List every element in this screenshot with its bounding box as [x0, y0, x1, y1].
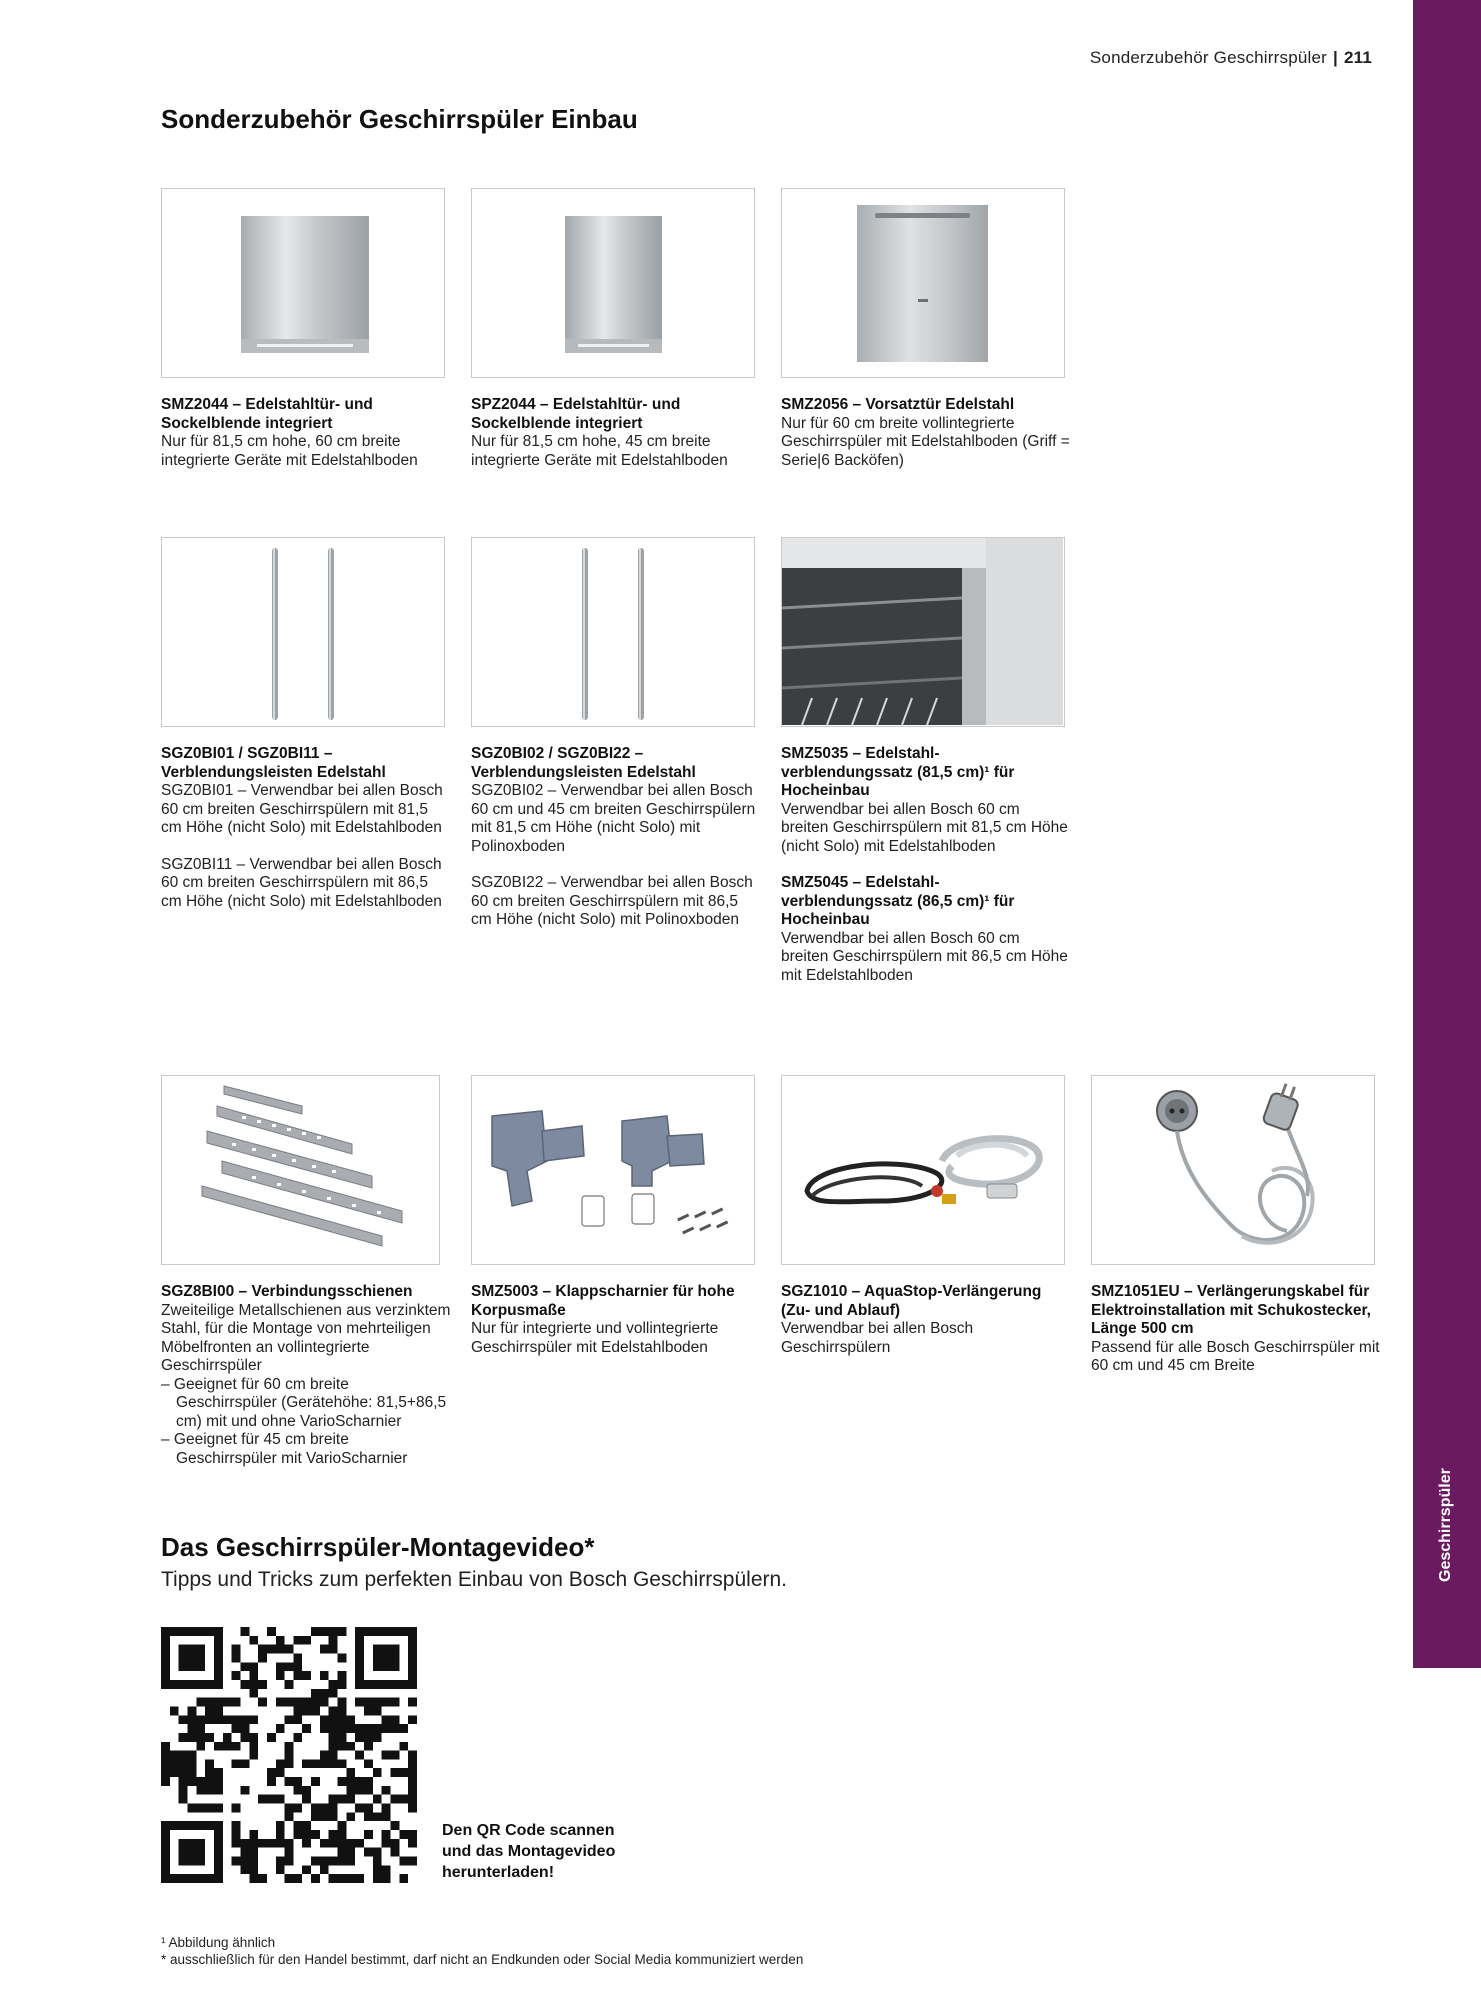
stainless-door-panel-icon: [162, 189, 443, 376]
product-name: SGZ0BI02 / SGZ0BI22 – Verblendungsleisten Edelstahl: [471, 745, 696, 781]
product-smz1051eu: [1091, 1075, 1381, 1376]
hinge-set-icon: [472, 1076, 753, 1263]
product-name: SGZ0BI01 / SGZ0BI11 – Verblendungsleisten Edelstahl: [161, 745, 386, 781]
product-smz5003: [471, 1075, 761, 1357]
product-sgz1010: [781, 1075, 1071, 1357]
connecting-rails-icon: [162, 1076, 438, 1263]
extension-cable-icon: [1092, 1076, 1373, 1263]
product-text: Verwendbar bei allen Bosch 60 cm breiten Geschirrspülern mit 81,5 cm Höhe (nicht Solo) mit Edelstahlboden: [781, 800, 1068, 855]
product-smz5035: [781, 537, 1071, 985]
product-image-frame: [781, 537, 1065, 727]
product-name: SMZ1051EU – Verlängerungskabel für Elektroinstallation mit Schukostecker, Länge 500 cm: [1091, 1283, 1371, 1337]
product-name: SMZ2056 – Vorsatztür Edelstahl: [781, 396, 1015, 413]
product-spz2044: [471, 188, 761, 470]
product-image-frame: [161, 1075, 440, 1265]
qr-instruction-line: herunterladen!: [442, 1864, 555, 1881]
product-text: SGZ0BI01 – Verwendbar bei allen Bosch 60 cm breiten Geschirrspülern mit 81,5 cm Höhe (nicht Solo) mit Edelstahlboden: [161, 782, 443, 836]
product-image-frame: [471, 537, 755, 727]
product-sgz0bi02: [471, 537, 761, 930]
product-smz2044: [161, 188, 451, 470]
product-text: Nur für 81,5 cm hohe, 60 cm breite integrierte Geräte mit Edelstahlboden: [161, 433, 418, 469]
product-image-frame: [471, 1075, 755, 1265]
product-image-frame: [781, 188, 1065, 378]
product-name: SPZ2044 – Edelstahltür- und Sockelblende integriert: [471, 396, 681, 432]
product-text-secondary: Verwendbar bei allen Bosch 60 cm breiten Geschirrspülern mit 86,5 cm Höhe mit Edelstahlboden: [781, 929, 1068, 984]
video-section-subtitle: Tipps und Tricks zum perfekten Einbau von Bosch Geschirrspülern.: [161, 1568, 788, 1591]
running-header: [1090, 48, 1372, 68]
product-text: SGZ0BI02 – Verwendbar bei allen Bosch 60 cm und 45 cm breiten Geschirrspülern mit 81,5 cm Höhe (nicht Solo) mit Polinoxboden: [471, 782, 756, 855]
trim-strips-icon: [162, 538, 443, 725]
product-image-frame: [161, 188, 445, 378]
video-section-title: Das Geschirrspüler-Montagevideo*: [161, 1532, 595, 1562]
product-image-frame: [781, 1075, 1065, 1265]
qr-code[interactable]: [161, 1627, 417, 1883]
side-tab: [1413, 0, 1481, 1668]
qr-instruction-line: und das Montagevideo: [442, 1843, 616, 1860]
product-name: SGZ8BI00 – Verbindungsschienen: [161, 1283, 413, 1300]
page-number: 211: [1343, 48, 1372, 67]
running-header-section: Sonderzubehör Geschirrspüler: [1089, 48, 1327, 67]
product-name: SGZ1010 – AquaStop-Verlängerung (Zu- und Ablauf): [781, 1283, 1042, 1319]
product-name: SMZ5035 – Edelstahl-verblendungssatz (81,5 cm)¹ für Hocheinbau: [781, 745, 1015, 799]
product-text: Zweiteilige Metallschienen aus verzinktem Stahl, für die Montage von mehrteiligen Möbelfronten an vollintegrierte Geschirrspüler: [161, 1301, 451, 1374]
product-text: Nur für 81,5 cm hohe, 45 cm breite integrierte Geräte mit Edelstahlboden: [471, 433, 728, 469]
product-text: Nur für integrierte und vollintegrierte Geschirrspüler mit Edelstahlboden: [471, 1320, 719, 1356]
product-text: Nur für 60 cm breite vollintegrierte Geschirrspüler mit Edelstahlboden (Griff = Serie|6 Backöfen): [781, 414, 1070, 469]
front-door-with-handle-icon: [782, 189, 1063, 376]
product-name: SMZ2044 – Edelstahltür- und Sockelblende integriert: [161, 396, 373, 432]
stainless-door-panel-narrow-icon: [472, 189, 753, 376]
product-image-frame: [161, 537, 445, 727]
product-text: Verwendbar bei allen Bosch Geschirrspülern: [781, 1320, 974, 1356]
product-text: Passend für alle Bosch Geschirrspüler mit 60 cm und 45 cm Breite: [1091, 1338, 1380, 1374]
trim-strips-icon: [472, 538, 753, 725]
side-tab-label: Geschirrspüler: [1437, 1468, 1454, 1582]
page-title: Sonderzubehör Geschirrspüler Einbau: [161, 104, 638, 134]
product-text-secondary: SGZ0BI11 – Verwendbar bei allen Bosch 60 cm breiten Geschirrspülern mit 86,5 cm Höhe (nicht Solo) mit Edelstahlboden: [161, 855, 442, 910]
product-sgz8bi00: [161, 1075, 451, 1468]
hoses-icon: [782, 1076, 1063, 1263]
product-name: SMZ5003 – Klappscharnier für hohe Korpusmaße: [471, 1283, 735, 1319]
running-header-separator: |: [1333, 48, 1338, 67]
product-name-secondary: SMZ5045 – Edelstahl-verblendungssatz (86,5 cm)¹ für Hocheinbau: [781, 874, 1015, 928]
qr-instructions: [442, 1820, 615, 1883]
product-bullet-list: [161, 1376, 451, 1469]
qr-instruction-line: Den QR Code scannen: [442, 1822, 615, 1839]
product-sgz0bi01: [161, 537, 451, 911]
footnote: ¹ Abbildung ähnlich: [161, 1935, 276, 1950]
dishwasher-interior-icon: [782, 538, 1063, 725]
product-text-secondary: SGZ0BI22 – Verwendbar bei allen Bosch 60 cm breiten Geschirrspülern mit 86,5 cm Höhe (nicht Solo) mit Polinoxboden: [471, 874, 753, 928]
side-tab-corner: [1413, 1600, 1481, 1668]
product-smz2056: [781, 188, 1071, 470]
product-bullet: – Geeignet für 60 cm breite Geschirrspüler (Gerätehöhe: 81,5+86,5 cm) mit und ohne VarioScharnier: [161, 1375, 447, 1430]
footnote: * ausschließlich für den Handel bestimmt, darf nicht an Endkunden oder Social Media kommuniziert werden: [161, 1952, 804, 1967]
footnotes: [161, 1934, 803, 1968]
product-image-frame: [1091, 1075, 1375, 1265]
product-bullet: – Geeignet für 45 cm breite Geschirrspüler mit VarioScharnier: [161, 1431, 408, 1467]
product-image-frame: [471, 188, 755, 378]
